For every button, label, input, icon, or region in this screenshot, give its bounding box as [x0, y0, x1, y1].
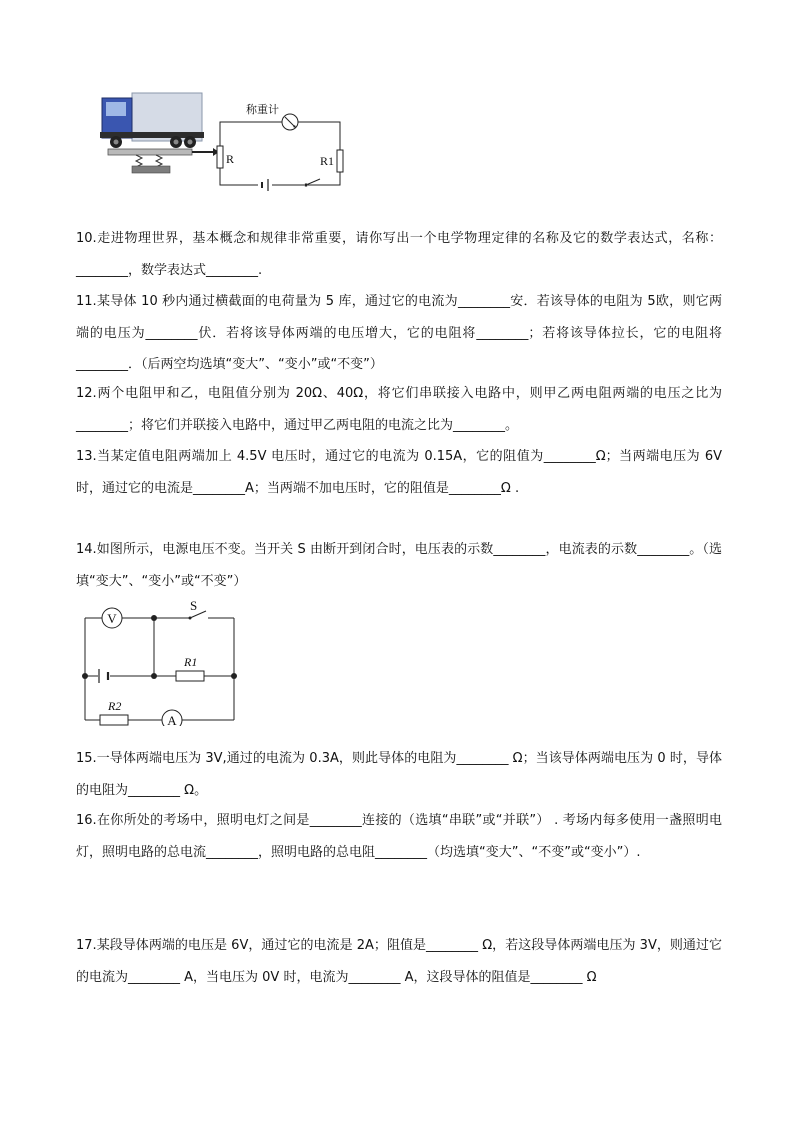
circuit-figure	[78, 598, 248, 726]
resistor-r	[217, 146, 223, 168]
resistor-r1	[176, 671, 204, 681]
ammeter-label: A	[167, 713, 177, 726]
resistor-r-label: R	[226, 152, 235, 166]
resistor-r2	[100, 715, 128, 725]
spring-icon	[136, 155, 162, 167]
scale-platform	[108, 149, 192, 155]
truck-scale-figure	[96, 88, 356, 198]
switch-label: S	[190, 598, 198, 613]
scale-meter-label: 称重计	[246, 103, 279, 116]
resistor-r1-label: R1	[320, 154, 335, 168]
truck-image	[100, 93, 204, 148]
battery-icon	[99, 669, 108, 683]
question-12: 12.两个电阻甲和乙，电阻值分别为 20Ω、40Ω，将它们串联接入电路中，则甲乙两电阻两端的电压之比为________；将它们并联接入电路中，通过甲乙两电阻的电流之比为________。	[76, 386, 722, 433]
voltmeter-label: V	[107, 611, 117, 626]
resistor-r1	[337, 150, 343, 172]
question-10: 10.走进物理世界，基本概念和规律非常重要，请你写出一个电学物理定律的名称及它的数学表达式，名称：________，数学表达式________.	[76, 231, 722, 278]
switch-icon	[306, 179, 320, 185]
question-11: 11.某导体 10 秒内通过横截面的电荷量为 5 库，通过它的电流为________安．若该导体的电阻为 5欧，则它两端的电压为________伏．若将该导体两端的电压增大，它的电阻将________；若将该导体拉长，它的电阻将________．（后两空均选填“变大”、“变小”或“不变”）	[76, 294, 722, 372]
question-16: 16.在你所处的考场中，照明电灯之间是________连接的（选填“串联”或“并联”） . 考场内每多使用一盏照明电灯，照明电路的总电流________，照明电路的总电阻________（均选填“变大”、“不变”或“变小”）.	[76, 813, 722, 860]
question-14: 14.如图所示，电源电压不变。当开关 S 由断开到闭合时，电压表的示数________，电流表的示数________。（选填“变大”、“变小”或“不变”）	[76, 542, 722, 589]
resistor-r1-label: R1	[184, 655, 198, 669]
resistor-r2-label: R2	[108, 699, 122, 713]
question-17: 17.某段导体两端的电压是 6V，通过它的电流是 2A；阻值是________ Ω，若这段导体两端电压为 3V，则通过它的电流为________ A，当电压为 0V 时，电流为________ A，这段导体的阻值是________ Ω	[76, 938, 722, 985]
scale-base	[132, 166, 170, 173]
question-15: 15.一导体两端电压为 3V,通过的电流为 0.3A，则此导体的电阻为________ Ω；当该导体两端电压为 0 时，导体的电阻为________ Ω。	[76, 751, 722, 798]
question-13: 13.当某定值电阻两端加上 4.5V 电压时，通过它的电流为 0.15A，它的阻值为________Ω；当两端电压为 6V时，通过它的电流是________A；当两端不加电压时，它的阻值是________Ω .	[76, 449, 722, 496]
